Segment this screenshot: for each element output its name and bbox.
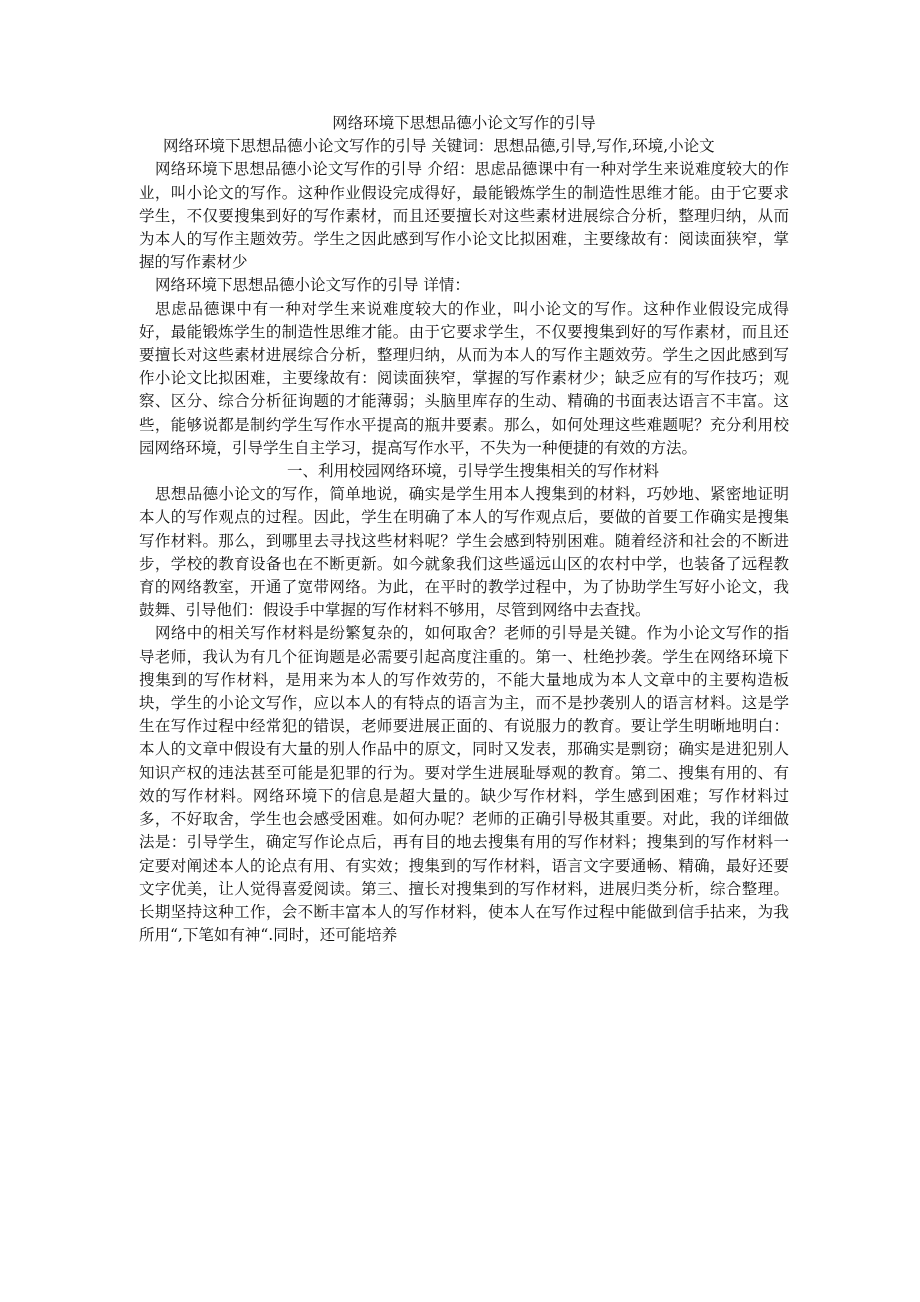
body-paragraph-2: 思想品德小论文的写作，简单地说，确实是学生用本人搜集到的材料，巧妙地、紧密地证明本人的写作观点的过程。因此，学生在明确了本人的写作观点后，要做的首要工作确实是搜集写作材料。那么，到哪里去寻找这些材料呢？学生会感到特别困难。随着经济和社会的不断进步，学校的教育设备也在不断更新。如今就象我们这些遥远山区的农村中学，也装备了远程教育的网络教室，开通了宽带网络。为此，在平时的教学过程中，为了协助学生写好小论文，我鼓舞、引导他们：假设手中掌握的写作材料不够用，尽管到网络中去查找。 (139, 485, 789, 620)
document-page (139, 112, 789, 947)
intro-paragraph: 网络环境下思想品德小论文写作的引导 介绍：思虑品德课中有一种对学生来说难度较大的作业，叫小论文的写作。这种作业假设完成得好，最能锻炼学生的制造性思维才能。由于它要求学生，不仅要搜集到好的写作素材，而且还要擅长对这些素材进展综合分析，整理归纳，从而为本人的写作主题效劳。学生之因此感到写作小论文比拟困难，主要缘故有：阅读面狭窄，掌握的写作素材少 (139, 160, 789, 272)
document-title: 网络环境下思想品德小论文写作的引导 (332, 114, 596, 132)
body-paragraph-3: 网络中的相关写作材料是纷繁复杂的，如何取舍？老师的引导是关键。作为小论文写作的指导老师，我认为有几个征询题是必需要引起高度注重的。第一、杜绝抄袭。学生在网络环境下搜集到的写作材料，是用来为本人的写作效劳的，不能大量地成为本人文章中的主要构造板块，学生的小论文写作，应以本人的有特点的语言为主，而不是抄袭别人的语言材料。这是学生在写作过程中经常犯的错误，老师要进展正面的、有说服力的教育。要让学生明晰地明白：本人的文章中假设有大量的别人作品中的原文，同时又发表，那确实是剽窃；确实是进犯别人知识产权的违法甚至可能是犯罪的行为。要对学生进展耻辱观的教育。第二、搜集有用的、有效的写作材料。网络环境下的信息是超大量的。缺少写作材料，学生感到困难；写作材料过多，不好取舍，学生也会感受困难。如何办呢？老师的正确引导极其重要。对此，我的详细做法是：引导学生，确定写作论点后，再有目的地去搜集有用的写作材料；搜集到的写作材料一定要对阐述本人的论点有用、有实效；搜集到的写作材料，语言文字要通畅、精确，最好还要文字优美，让人觉得喜爱阅读。第三、擅长对搜集到的写作材料，进展归类分析，综合整理。长期坚持这种工作，会不断丰富本人的写作材料，使本人在写作过程中能做到信手拈来，为我所用“,下笔如有神“.同时，还可能培养 (139, 624, 789, 945)
detail-heading: 网络环境下思想品德小论文写作的引导 详情： (155, 276, 470, 295)
section-1-heading: 一、利用校园网络环境，引导学生搜集相关的写作材料 (287, 462, 660, 481)
body-paragraph-1: 思虑品德课中有一种对学生来说难度较大的作业，叫小论文的写作。这种作业假设完成得好，最能锻炼学生的制造性思维才能。由于它要求学生，不仅要搜集到好的写作素材，而且还要擅长对这些素材进展综合分析，整理归纳，从而为本人的写作主题效劳。学生之因此感到写作小论文比拟困难，主要缘故有：阅读面狭窄，掌握的写作素材少；缺乏应有的写作技巧；观察、区分、综合分析征询题的才能薄弱；头脑里库存的生动、精确的书面表达语言不丰富。这些，能够说都是制约学生写作水平提高的瓶井要素。那么，如何处理这些难题呢？充分利用校园网络环境，引导学生自主学习，提高写作水平，不失为一种便捷的有效的方法。 (139, 299, 789, 457)
keywords-line: 网络环境下思想品德小论文写作的引导 关键词：思想品德,引导,写作,环境,小论文 (163, 137, 715, 156)
